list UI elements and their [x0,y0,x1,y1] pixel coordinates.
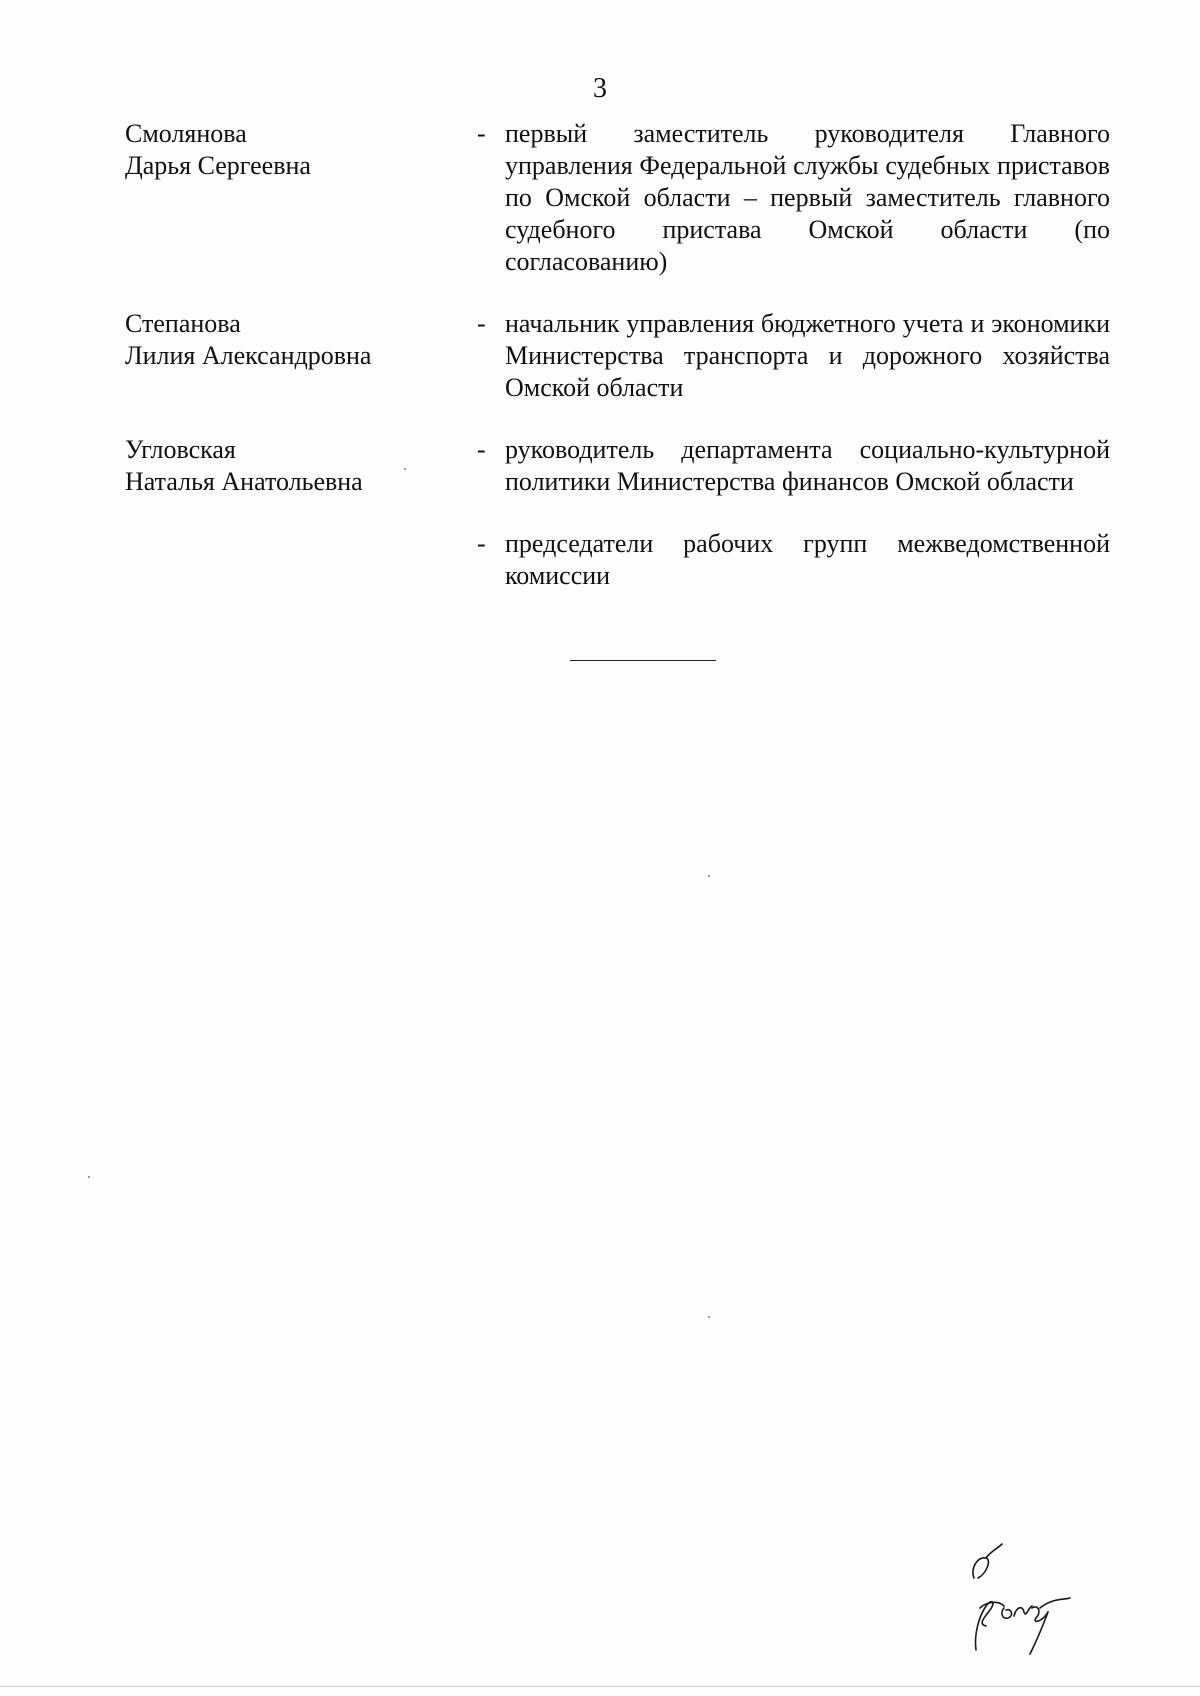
member-entry [125,434,1110,498]
member-surname: Угловская [125,435,236,464]
member-given-names: Лилия Александровна [125,341,372,370]
scan-speck [404,468,406,470]
entry-dash: - [477,309,486,338]
member-surname: Смолянова [125,119,247,148]
page-number: 3 [593,73,607,104]
member-name [125,434,465,498]
end-of-list-rule [570,660,716,661]
member-role: руководитель департамента социально-культурной политики Министерства финансов Омской области [505,435,1110,496]
scan-speck [708,1316,710,1318]
entry-dash: - [477,119,486,148]
member-name [125,308,465,372]
entry-dash: - [477,435,486,464]
member-name [125,118,465,182]
member-role: начальник управления бюджетного учета и экономики Министерства транспорта и дорожного хозяйства Омской области [505,309,1110,402]
member-surname: Степанова [125,309,241,338]
scan-speck [88,1176,90,1178]
member-list [125,118,1110,622]
member-given-names: Наталья Анатольевна [125,467,363,496]
member-entry [125,308,1110,404]
page-bottom-edge [0,1686,1200,1687]
scan-speck [708,875,710,877]
member-entry [125,528,1110,592]
member-given-names: Дарья Сергеевна [125,151,311,180]
member-role: первый заместитель руководителя Главного управления Федеральной службы судебных приставов по Омской области – первый заместитель главного судебного пристава Омской области (по согласованию) [505,119,1110,276]
handwritten-signature-icon [956,1538,1076,1658]
member-role: председатели рабочих групп межведомственной комиссии [505,529,1110,590]
entry-dash: - [477,529,486,558]
member-entry [125,118,1110,278]
